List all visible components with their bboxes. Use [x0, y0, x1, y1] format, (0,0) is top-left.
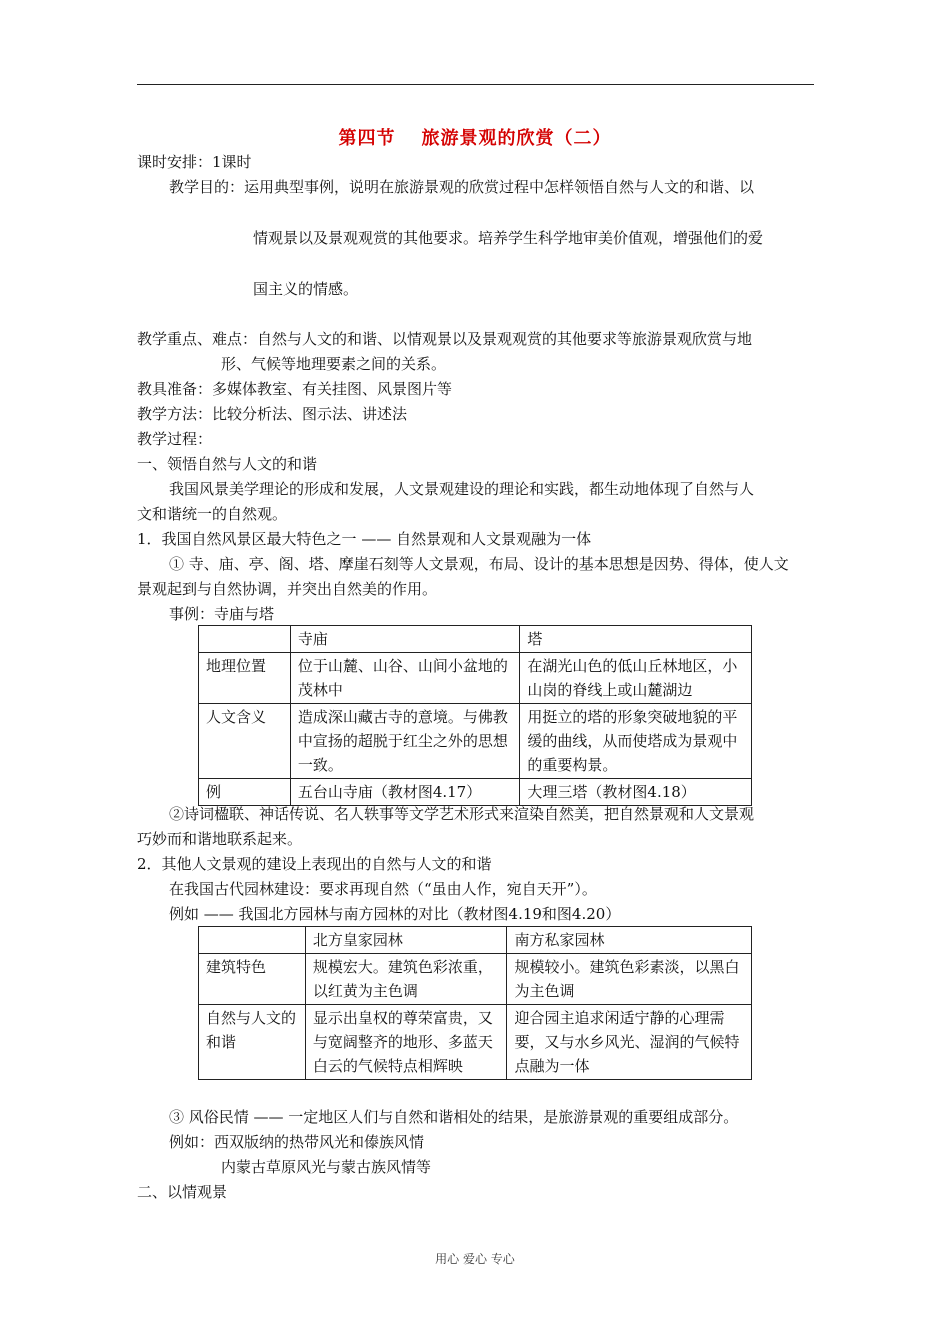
table-cell: 南方私家园林 [507, 927, 752, 954]
keypoints-line-1: 教学重点、难点：自然与人文的和谐、以情观景以及景观观赏的其他要求等旅游景观欣赏与地 [137, 330, 753, 348]
paragraph-line-2: 文和谐统一的自然观。 [137, 505, 288, 523]
table-cell: 位于山麓、山谷、山间小盆地的茂林中 [290, 653, 520, 704]
temple-pagoda-table [198, 625, 752, 806]
tools-line: 教具准备：多媒体教室、有关挂图、风景图片等 [137, 380, 453, 398]
schedule-line: 课时安排：1课时 [137, 153, 252, 171]
table-cell: 自然与人文的和谐 [199, 1005, 306, 1080]
table-cell: 人文含义 [199, 704, 291, 779]
point-one-heading: 1．我国自然风景区最大特色之一 —— 自然景观和人文景观融为一体 [137, 530, 592, 548]
page-title [0, 124, 950, 150]
example-label: 事例：寺庙与塔 [169, 605, 275, 623]
table-cell: 规模宏大。建筑色彩浓重，以红黄为主色调 [305, 954, 507, 1005]
process-line: 教学过程： [137, 430, 213, 448]
table-row [199, 626, 752, 653]
table-row [199, 1005, 752, 1080]
table-row [199, 779, 752, 806]
table-cell: 五台山寺庙（教材图4.17） [290, 779, 520, 806]
objective-line-2: 情观景以及景观观赏的其他要求。培养学生科学地审美价值观，增强他们的爱 [253, 229, 764, 247]
table-cell: 地理位置 [199, 653, 291, 704]
point-one-item-1-cont: 景观起到与自然协调，并突出自然美的作用。 [137, 580, 438, 598]
customs-example-2: 内蒙古草原风光与蒙古族风情等 [221, 1158, 432, 1176]
title-section: 第四节 [338, 128, 396, 149]
section-one-heading: 一、领悟自然与人文的和谐 [137, 455, 318, 473]
header-rule [137, 84, 814, 85]
section-two-heading: 二、以情观景 [137, 1183, 228, 1201]
customs-line: ③ 风俗民情 —— 一定地区人们与自然和谐相处的结果，是旅游景观的重要组成部分。 [169, 1108, 739, 1126]
table-cell: 造成深山藏古寺的意境。与佛教中宣扬的超脱于红尘之外的思想一致。 [290, 704, 520, 779]
methods-line: 教学方法：比较分析法、图示法、讲述法 [137, 405, 408, 423]
objective-line-1: 教学目的：运用典型事例，说明在旅游景观的欣赏过程中怎样领悟自然与人文的和谐、以 [169, 178, 755, 196]
table-cell: 迎合园主追求闲适宁静的心理需要，又与水乡风光、湿润的气候特点融为一体 [507, 1005, 752, 1080]
title-topic: 旅游景观的欣赏（二） [421, 128, 612, 149]
table-cell: 寺庙 [290, 626, 520, 653]
table-cell: 规模较小。建筑色彩素淡，以黑白为主色调 [507, 954, 752, 1005]
point-one-item-1: ① 寺、庙、亭、阁、塔、摩崖石刻等人文景观，布局、设计的基本思想是因势、得体，使人文 [169, 555, 789, 573]
table-cell: 大理三塔（教材图4.18） [520, 779, 752, 806]
point-one-item-2: ②诗词楹联、神话传说、名人轶事等文学艺术形式来渲染自然美，把自然景观和人文景观 [169, 805, 755, 823]
garden-comparison-table [198, 926, 752, 1080]
table-cell: 显示出皇权的尊荣富贵，又与宽阔整齐的地形、多蓝天白云的气候特点相辉映 [305, 1005, 507, 1080]
table-cell: 塔 [520, 626, 752, 653]
table-cell: 用挺立的塔的形象突破地貌的平缓的曲线，从而使塔成为景观中的重要构景。 [520, 704, 752, 779]
table-cell: 在湖光山色的低山丘林地区，小山岗的脊线上或山麓湖边 [520, 653, 752, 704]
table-cell [199, 927, 306, 954]
garden-example-line: 例如 —— 我国北方园林与南方园林的对比（教材图4.19和图4.20） [169, 905, 621, 923]
garden-intro-line: 在我国古代园林建设：要求再现自然（“虽由人作，宛自天开”）。 [169, 880, 597, 898]
paragraph-line-1: 我国风景美学理论的形成和发展，人文景观建设的理论和实践，都生动地体现了自然与人 [169, 480, 755, 498]
table-cell: 例 [199, 779, 291, 806]
customs-example-1: 例如：西双版纳的热带风光和傣族风情 [169, 1133, 425, 1151]
table-row [199, 954, 752, 1005]
keypoints-line-2: 形、气候等地理要素之间的关系。 [221, 355, 447, 373]
table-cell: 北方皇家园林 [305, 927, 507, 954]
page-footer: 用心 爱心 专心 [435, 1252, 515, 1266]
table-cell [199, 626, 291, 653]
table-row [199, 704, 752, 779]
table-row [199, 653, 752, 704]
table-row [199, 927, 752, 954]
table-cell: 建筑特色 [199, 954, 306, 1005]
point-two-heading: 2．其他人文景观的建设上表现出的自然与人文的和谐 [137, 855, 492, 873]
objective-line-3: 国主义的情感。 [253, 280, 359, 298]
point-one-item-2-cont: 巧妙而和谐地联系起来。 [137, 830, 303, 848]
